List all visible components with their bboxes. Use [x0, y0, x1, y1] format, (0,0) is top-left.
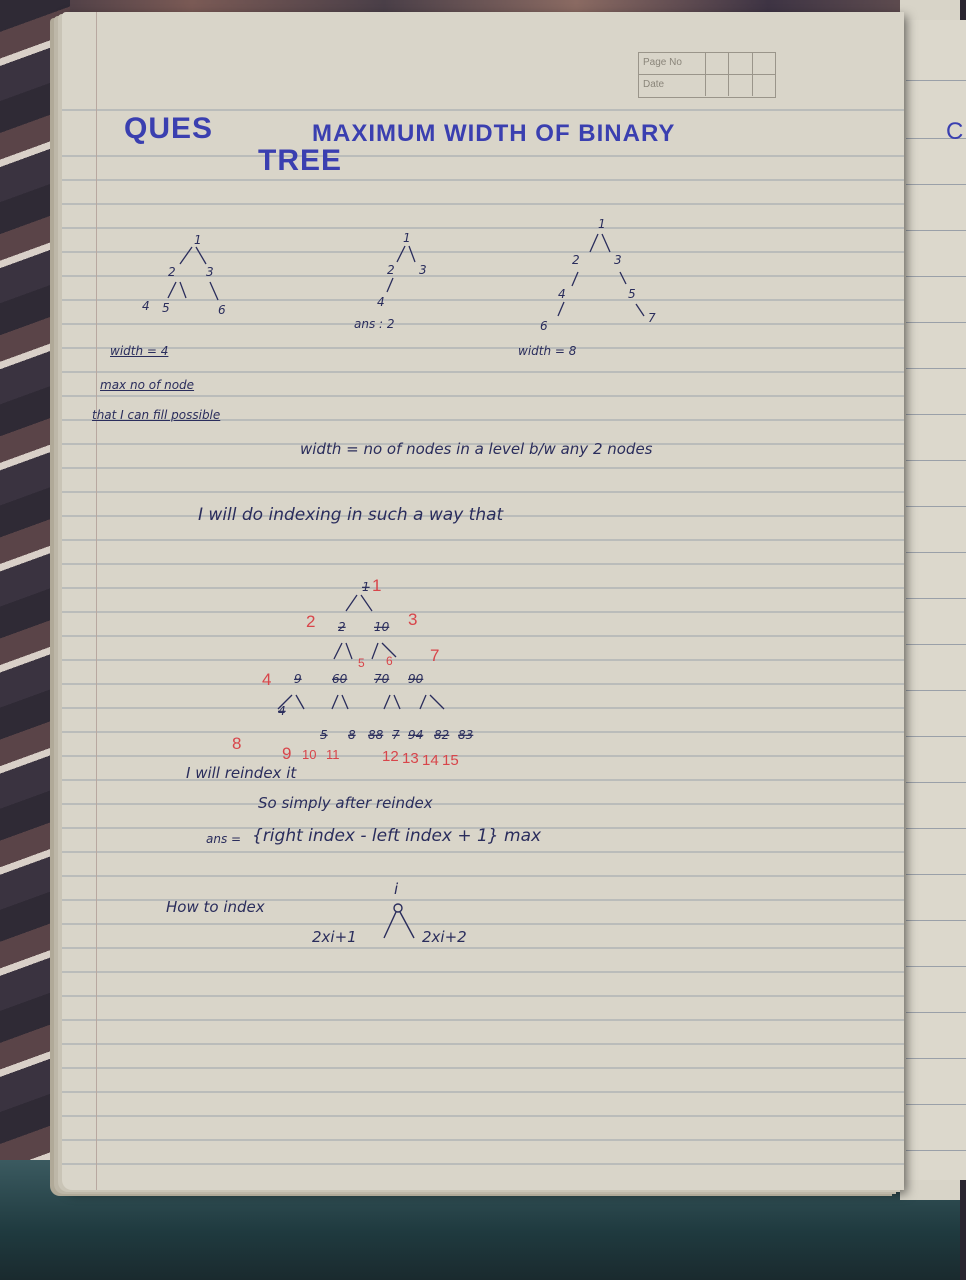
edge: [342, 695, 348, 709]
old-l1-1: 10: [374, 620, 390, 634]
edge: [636, 304, 644, 316]
new-l3-2: 10: [302, 747, 317, 762]
example2-answer: ans : 2: [354, 317, 395, 331]
old-l3-3: 88: [368, 728, 384, 742]
old-l3-4: 7: [392, 728, 400, 742]
node-4: 4: [142, 299, 150, 313]
edge: [387, 278, 393, 292]
edge: [210, 282, 218, 300]
old-l3-0: 4: [278, 704, 286, 718]
right-child-index: 2xi+2: [422, 928, 467, 946]
node-1: 1: [598, 217, 606, 231]
old-l1-0: 2: [338, 620, 346, 634]
new-l3-5: 13: [402, 750, 419, 767]
new-l3-3: 11: [326, 747, 340, 762]
example1-width: width = 4: [110, 344, 169, 358]
node-4: 4: [377, 295, 385, 309]
node-4: 4: [558, 287, 566, 301]
example3-tree: [522, 212, 702, 352]
node-2: 2: [387, 263, 395, 277]
page-no-date-box: [638, 52, 776, 98]
edge: [420, 695, 426, 709]
node-1: 1: [194, 233, 202, 247]
new-root: 1: [372, 576, 382, 595]
old-l2-4: 90: [408, 672, 424, 686]
old-root: 1: [362, 580, 370, 594]
edge: [620, 272, 626, 284]
edge: [602, 234, 610, 252]
node-3: 3: [614, 253, 622, 267]
edge: [558, 302, 564, 316]
new-l2-0: 4: [262, 670, 272, 689]
edge: [409, 246, 415, 262]
new-l1-0: 2: [306, 612, 316, 631]
example2-tree: [347, 222, 467, 322]
indexing-intro: I will do indexing in such a way that: [198, 505, 504, 525]
new-l3-4: 12: [382, 748, 399, 765]
old-l2-2: 60: [332, 672, 348, 686]
formula-rhs: {right index - left index + 1} max: [252, 826, 542, 846]
background-left: [0, 0, 70, 1280]
page-margin: [96, 12, 97, 1190]
edge: [384, 695, 390, 709]
node-5: 5: [628, 287, 636, 301]
edge: [168, 282, 176, 298]
edge: [590, 234, 598, 252]
new-l2-3: 7: [430, 646, 440, 665]
edge: [196, 247, 206, 264]
old-l2-1: 9: [294, 672, 302, 686]
edge: [346, 643, 352, 659]
old-l2-3: 70: [374, 672, 390, 686]
edge: [346, 595, 357, 611]
node-3: 3: [206, 265, 214, 279]
node-7: 7: [648, 311, 656, 325]
node-5: 5: [162, 301, 170, 315]
edge: [394, 695, 400, 709]
formula-lhs: ans =: [206, 832, 242, 846]
edge: [180, 282, 186, 298]
date-label: Date: [643, 79, 665, 90]
width-definition: width = no of nodes in a level b/w any 2 nodes: [300, 440, 653, 458]
new-l3-0: 8: [232, 734, 242, 753]
page-title: MAXIMUM WIDTH OF BINARY: [312, 120, 676, 147]
left-child-index: 2xi+1: [312, 928, 357, 946]
edge: [296, 695, 304, 709]
edge: [334, 643, 342, 659]
node-2: 2: [572, 253, 580, 267]
node-6: 6: [218, 303, 226, 317]
page-no-label: Page No: [643, 57, 682, 68]
node-1: 1: [403, 231, 411, 245]
edge: [180, 247, 192, 264]
old-l3-1: 5: [320, 728, 328, 742]
node-2: 2: [168, 265, 176, 279]
new-l2-1: 5: [358, 656, 365, 670]
edge: [572, 272, 578, 286]
index-parent: i: [394, 880, 399, 898]
new-l3-6: 14: [422, 752, 439, 769]
old-l3-2: 8: [348, 728, 356, 742]
how-to-index-label: How to index: [166, 898, 265, 916]
new-l1-1: 3: [408, 610, 418, 629]
simply-note: So simply after reindex: [258, 794, 433, 812]
old-l3-7: 83: [458, 728, 474, 742]
old-l3-5: 94: [408, 728, 424, 742]
new-l2-2: 6: [386, 654, 393, 668]
example1-note-2: max no of node: [100, 378, 195, 392]
right-notebook-page: [906, 20, 966, 1180]
new-l3-1: 9: [282, 744, 292, 763]
example1-tree: [122, 212, 302, 332]
edge: [397, 246, 405, 262]
example3-answer: width = 8: [518, 344, 577, 358]
old-l3-6: 82: [434, 728, 450, 742]
new-l3-7: 15: [442, 752, 459, 769]
ques-label: QUES: [124, 112, 214, 145]
node-3: 3: [419, 263, 427, 277]
page-title-line2: TREE: [258, 144, 343, 177]
edge: [332, 695, 338, 709]
example1-note-3: that I can fill possible: [92, 408, 221, 422]
edge: [372, 643, 378, 659]
notebook-page: [62, 12, 904, 1190]
node-6: 6: [540, 319, 548, 333]
edge: [430, 695, 444, 709]
edge: [361, 595, 372, 611]
indexed-tree: [212, 567, 552, 777]
right-page-letter: C: [946, 118, 965, 145]
reindex-note: I will reindex it: [186, 764, 297, 782]
